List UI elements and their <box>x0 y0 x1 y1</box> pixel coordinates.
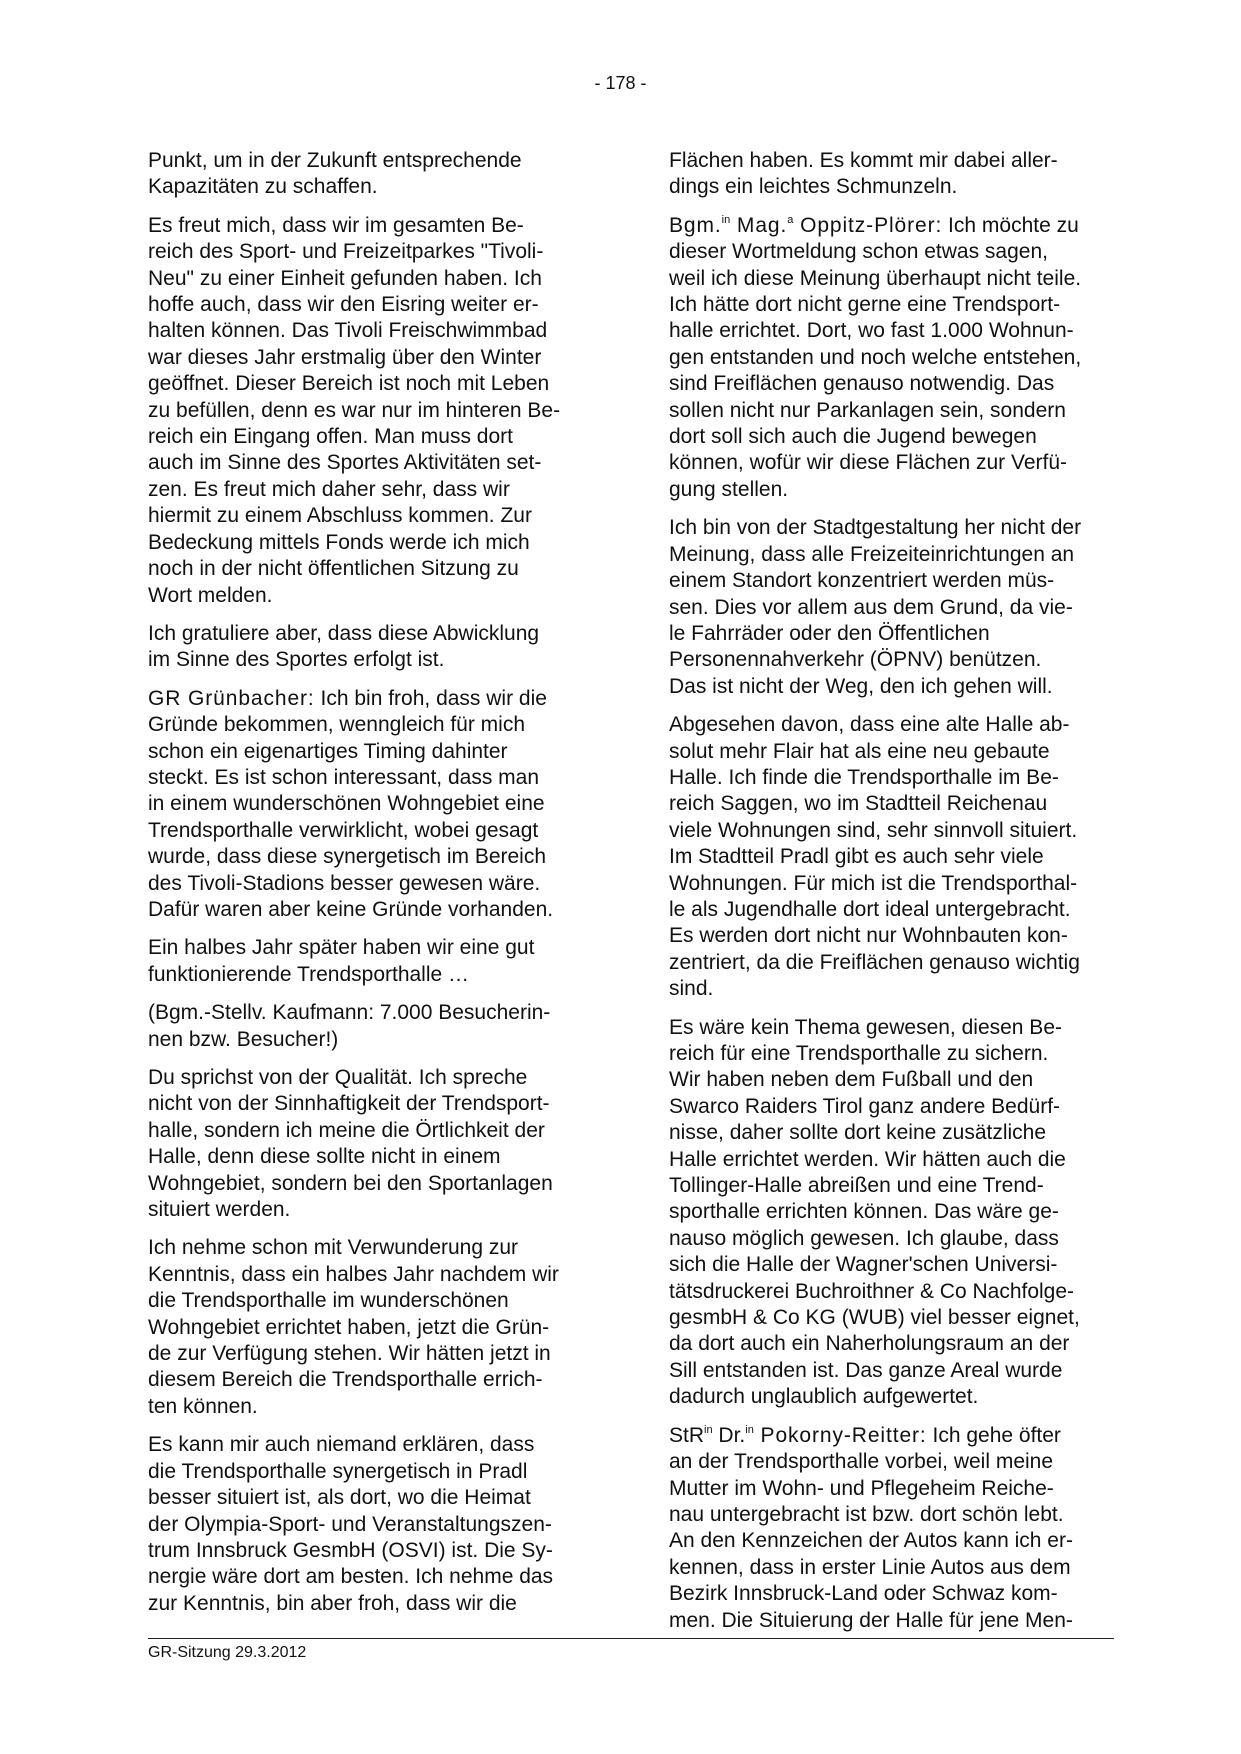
paragraph: Abgesehen davon, dass eine alte Halle ab- solut mehr Flair hat als eine neu gebaute Halle. Ich finde die Trendsporthalle im Be- reich Saggen, wo im Stadtteil Reichenau viele Wohnungen sind, sehr sinnvoll situiert. Im Stadtteil Pradl gibt es auch sehr viele Wohnungen. Für mich ist die Trendsporthal- le als Jugendhalle dort ideal untergebracht. Es werden dort nicht nur Wohnbauten kon- zentriert, da die Freiflächen genauso wichtig sind. <box>669 713 1080 1001</box>
speaker-name: GR Grünbacher: <box>148 686 315 710</box>
speech-paragraph <box>148 686 588 924</box>
paragraph: Ich bin von der Stadtgestaltung her nicht der Meinung, dass alle Freizeiteinrichtungen an einem Standort konzentriert werden müs- sen. Dies vor allem aus dem Grund, da vie- le Fahrräder oder den Öffentlichen Personennahverkehr (ÖPNV) benützen. Das ist nicht der Weg, den ich gehen will. <box>669 516 1082 698</box>
speech-text: Ich möchte zu dieser Wortmeldung schon etwas sagen, weil ich diese Meinung überhaupt nicht teile. Ich hätte dort nicht gerne eine Trendsport- halle errichtet. Dort, wo fast 1.000 Wohnun- gen entstanden und noch welche entstehen, sind Freiflächen genauso notwendig. Das sollen nicht nur Parkanlagen sein, sondern dort soll sich auch die Jugend bewegen können, wofür wir diese Flächen zur Verfü- gung stellen. <box>669 213 1082 501</box>
left-column <box>148 148 588 1629</box>
speech-text: Ich bin froh, dass wir die Gründe bekommen, wenngleich für mich schon ein eigenartiges Timing dahinter steckt. Es ist schon interessant, dass man in einem wunderschönen Wohngebiet eine Trendsporthalle verwirklicht, wobei gesagt wurde, dass diese synergetisch im Bereich des Tivoli-Stadions besser gewesen wäre. Dafür waren aber keine Gründe vorhanden. <box>148 686 554 921</box>
page-number: - 178 - <box>594 73 647 93</box>
paragraph: Ich nehme schon mit Verwunderung zur Kenntnis, dass ein halbes Jahr nachdem wir die Trendsporthalle im wunderschönen Wohngebiet errichtet haben, jetzt die Grün- de zur Verfügung stehen. Wir hätten jetzt in diesem Bereich die Trendsporthalle errich- ten können. <box>148 1236 559 1418</box>
paragraph: Du sprichst von der Qualität. Ich spreche nicht von der Sinnhaftigkeit der Trendsport- halle, sondern ich meine die Örtlichkeit der Halle, denn diese sollte nicht in einem Wohngebiet, sondern bei den Sportanlagen situiert werden. <box>148 1066 553 1222</box>
speaker-title: Bgm. <box>669 213 722 237</box>
speaker-title: Mag. <box>730 213 788 237</box>
superscript: in <box>745 1423 754 1436</box>
paragraph: Ein halbes Jahr später haben wir eine gut funktionierende Trendsporthalle … <box>148 936 535 986</box>
paragraph: Punkt, um in der Zukunft entsprechende Kapazitäten zu schaffen. <box>148 149 522 199</box>
superscript: a <box>787 213 794 226</box>
speaker-name: Pokorny-Reitter: <box>753 1423 927 1447</box>
speech-paragraph <box>669 1423 1109 1634</box>
superscript: in <box>721 213 731 226</box>
interjection: (Bgm.-Stellv. Kaufmann: 7.000 Besucherin- nen bzw. Besucher!) <box>148 1001 551 1051</box>
speech-text: Ich gehe öfter an der Trendsporthalle vorbei, weil meine Mutter im Wohn- und Pflegeheim Reiche- nau untergebracht ist bzw. dort schön lebt. An den Kennzeichen der Autos kann ich er- kennen, dass in erster Linie Autos aus dem Bezirk Innsbruck-Land oder Schwaz kom- men. Die Situierung der Halle für jene Men- <box>669 1423 1073 1632</box>
speaker-name: Oppitz-Plörer: <box>793 213 943 237</box>
paragraph: Es kann mir auch niemand erklären, dass die Trendsporthalle synergetisch in Pradl besser situiert ist, als dort, wo die Heimat der Olympia-Sport- und Veranstaltungszen- trum Innsbruck GesmbH (OSVI) ist. Die Sy- nergie wäre dort am besten. Ich nehme das zur Kenntnis, bin aber froh, dass wir die <box>148 1433 554 1615</box>
paragraph: Es freut mich, dass wir im gesamten Be- reich des Sport- und Freizeitparkes "Tivoli- Neu" zu einer Einheit gefunden haben. Ich hoffe auch, dass wir den Eisring weiter er- halten können. Das Tivoli Freischwimmbad war dieses Jahr erstmalig über den Winter geöffnet. Dieser Bereich ist noch mit Leben zu befüllen, denn es war nur im hinteren Be- reich ein Eingang offen. Man muss dort auch im Sinne des Sportes Aktivitäten set- zen. Es freut mich daher sehr, dass wir hiermit zu einem Abschluss kommen. Zur Bedeckung mittels Fonds werde ich mich noch in der nicht öffentlichen Sitzung zu Wort melden. <box>148 213 561 607</box>
speech-paragraph <box>669 213 1109 503</box>
right-column <box>669 148 1109 1646</box>
footer-divider <box>148 1638 1114 1639</box>
superscript: in <box>704 1423 713 1436</box>
paragraph: Es wäre kein Thema gewesen, diesen Be- reich für eine Trendsporthalle zu sichern. Wir haben neben dem Fußball und den Swarco Raiders Tirol ganz andere Bedürf- nisse, daher sollte dort keine zusätzliche Halle errichtet werden. Wir hätten auch die Tollinger-Halle abreißen und eine Trend- sporthalle errichten können. Das wäre ge- nauso möglich gewesen. Ich glaube, dass sich die Halle der Wagner'schen Universi- tätsdruckerei Buchroithner & Co Nachfolge- gesmbH & Co KG (WUB) viel besser eignet, da dort auch ein Naherholungsraum an der Sill entstanden ist. Das ganze Areal wurde dadurch unglaublich aufgewertet. <box>669 1015 1080 1409</box>
paragraph: Ich gratuliere aber, dass diese Abwicklung im Sinne des Sportes erfolgt ist. <box>148 621 540 672</box>
footer-label: GR-Sitzung 29.3.2012 <box>148 1644 307 1661</box>
speaker-title: Dr. <box>712 1423 746 1447</box>
paragraph: Flächen haben. Es kommt mir dabei aller- dings ein leichtes Schmunzeln. <box>669 149 1058 199</box>
speaker-title: StR <box>669 1423 705 1447</box>
